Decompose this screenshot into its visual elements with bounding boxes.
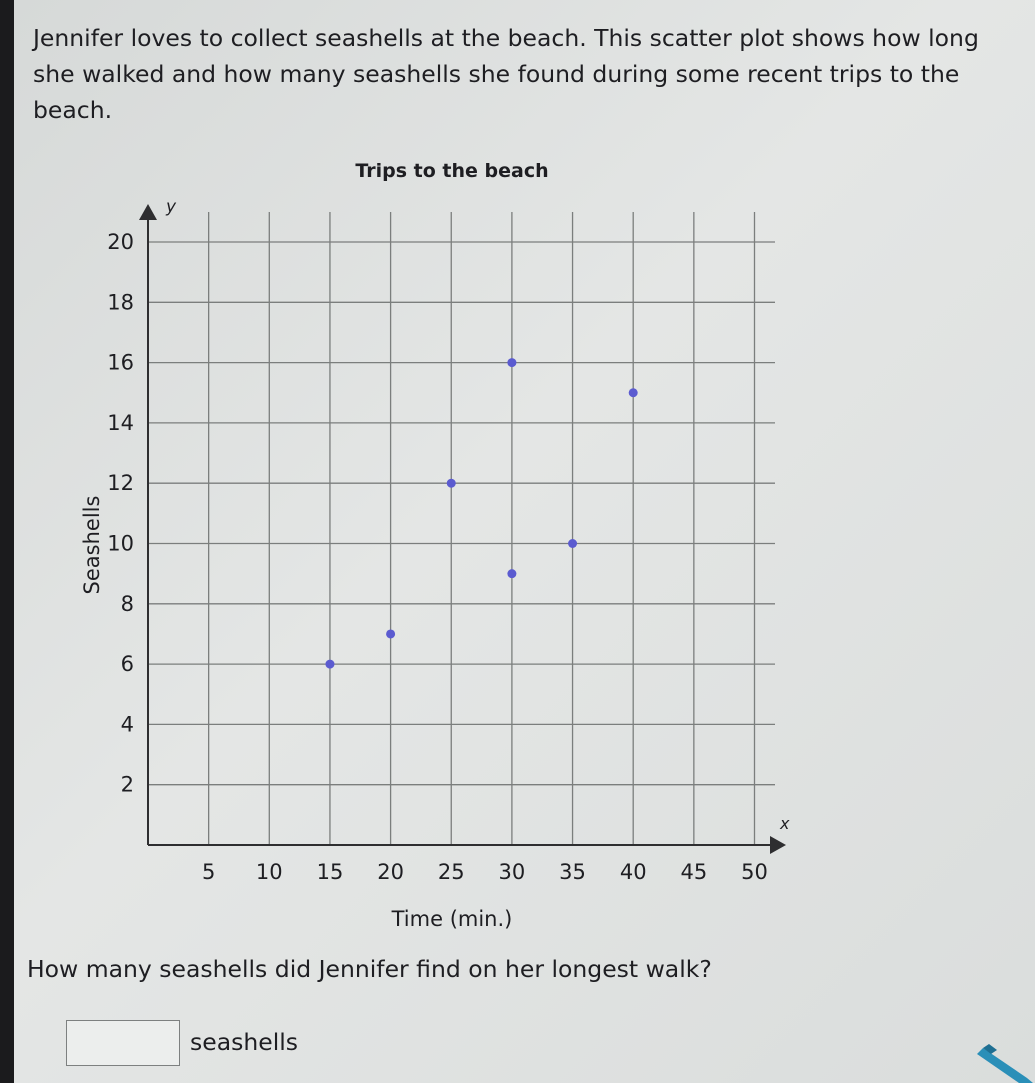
x-axis-label: Time (min.) — [391, 907, 513, 931]
data-point — [507, 569, 516, 578]
x-tick-label: 15 — [316, 860, 344, 884]
x-tick-label: 30 — [498, 860, 526, 884]
y-axis-letter: y — [166, 197, 177, 217]
y-axis-label: Seashells — [80, 495, 104, 595]
y-tick-label: 10 — [107, 531, 134, 556]
data-point — [629, 388, 638, 397]
x-tick-label: 35 — [559, 860, 586, 884]
question-text: How many seashells did Jennifer find on her longest walk? — [27, 955, 712, 983]
y-axis-arrow — [139, 204, 157, 220]
data-point — [568, 539, 577, 548]
pen-icon — [975, 1040, 1035, 1083]
data-point — [386, 629, 395, 638]
x-tick-label: 20 — [377, 860, 404, 884]
x-tick-label: 40 — [619, 860, 647, 884]
x-tick-label: 45 — [680, 860, 708, 884]
x-tick-label: 50 — [741, 860, 768, 884]
x-axis-letter: x — [780, 814, 790, 833]
y-tick-label: 16 — [107, 350, 134, 375]
x-axis-arrow — [770, 836, 786, 854]
answer-unit-label: seashells — [190, 1028, 298, 1056]
x-tick-label: 25 — [437, 860, 465, 884]
y-tick-label: 20 — [107, 230, 134, 254]
y-tick-label: 2 — [120, 772, 134, 797]
x-tick-label: 5 — [201, 860, 216, 884]
data-point — [507, 358, 516, 367]
answer-input[interactable] — [66, 1020, 180, 1066]
y-tick-label: 12 — [107, 471, 134, 496]
y-tick-label: 14 — [107, 410, 134, 435]
problem-intro: Jennifer loves to collect seashells at the beach. This scatter plot shows how long she walked and how many seashells she found during some recent trips to the beach. — [33, 24, 979, 124]
y-tick-label: 18 — [107, 290, 134, 315]
y-tick-label: 8 — [120, 591, 134, 616]
y-tick-label: 6 — [120, 652, 134, 677]
data-point — [325, 660, 334, 669]
y-tick-label: 4 — [120, 712, 134, 737]
x-tick-label: 10 — [255, 860, 283, 884]
data-point — [447, 479, 456, 488]
chart-title: Trips to the beach — [355, 160, 549, 182]
